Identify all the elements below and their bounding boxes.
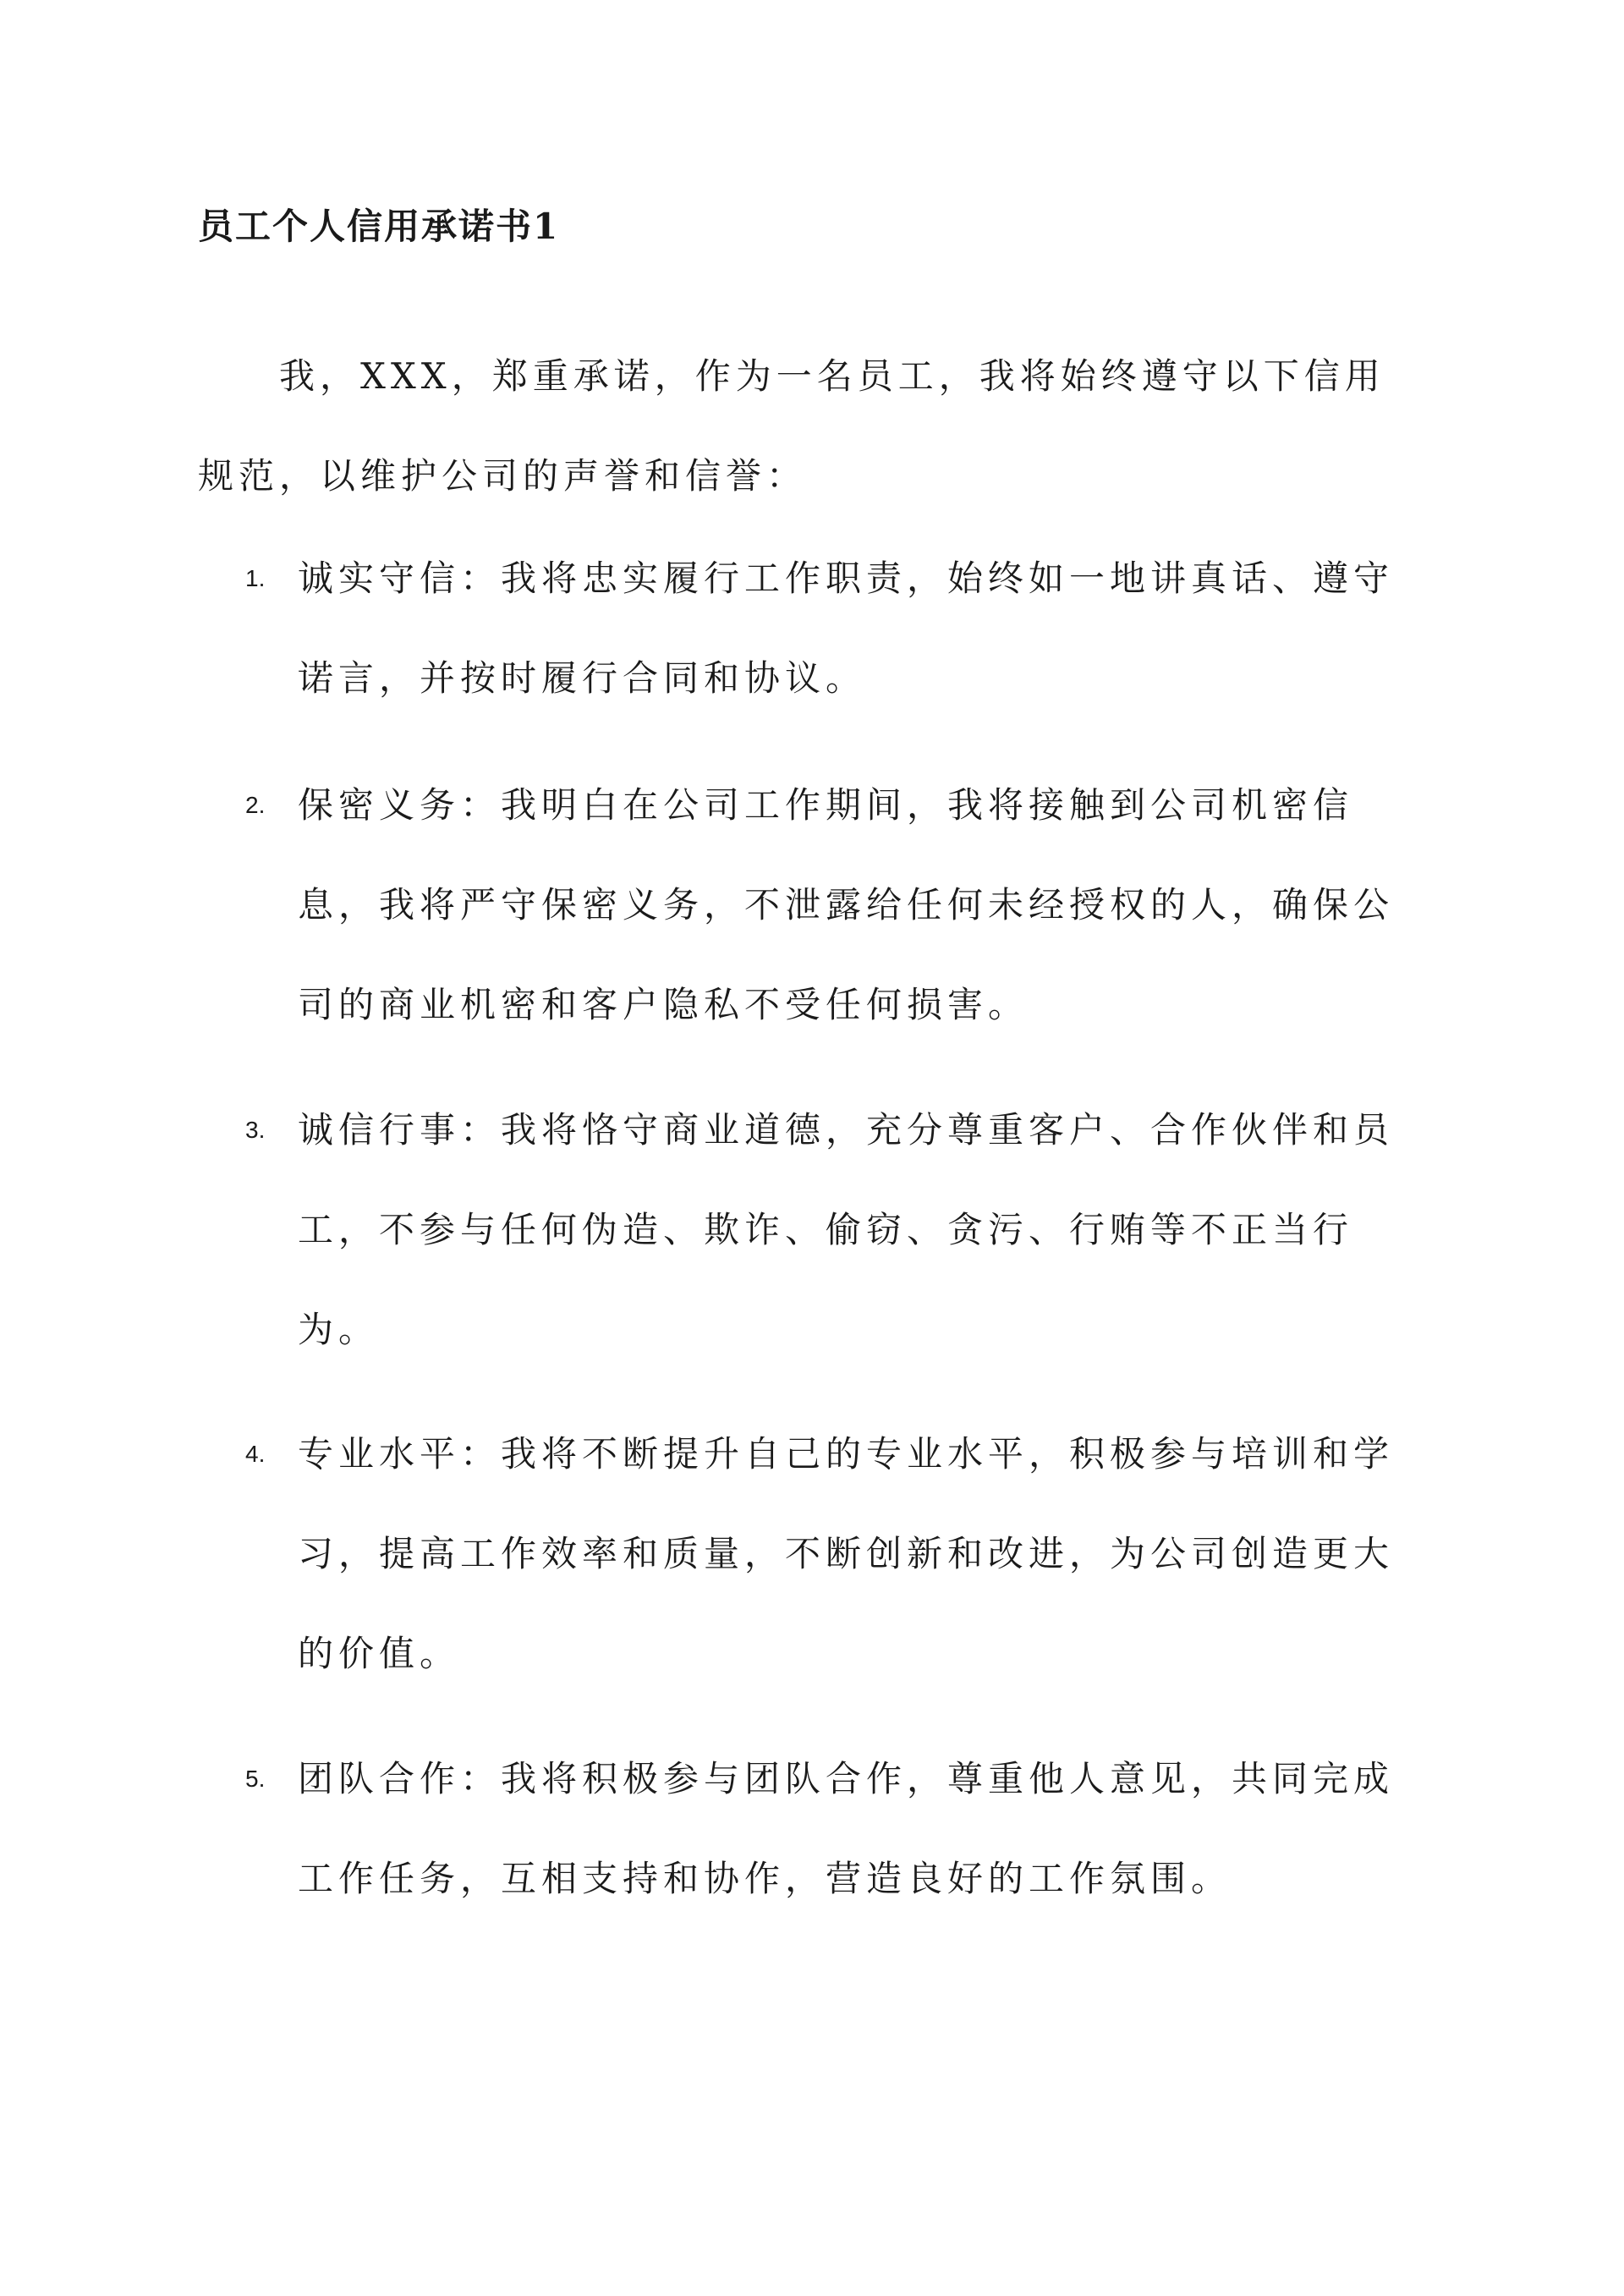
intro-paragraph: 我，XXX，郑重承诺，作为一名员工，我将始终遵守以下信用规范，以维护公司的声誉和信誉： (198, 355, 1385, 497)
list-item-number: 3. (245, 1117, 266, 1143)
list-item-text: 专业水平：我将不断提升自己的专业水平，积极参与培训和学习，提高工作效率和质量，不断创新和改进，为公司创造更大的价值。 (298, 1433, 1395, 1674)
list-item-number: 2. (245, 792, 266, 818)
list-item-text: 保密义务：我明白在公司工作期间，我将接触到公司机密信息，我将严守保密义务，不泄露给任何未经授权的人，确保公司的商业机密和客户隐私不受任何损害。 (298, 784, 1395, 1025)
list-item-number: 1. (245, 565, 266, 591)
list-item-text: 诚信行事：我将恪守商业道德，充分尊重客户、合作伙伴和员工，不参与任何伪造、欺诈、偷窃、贪污、行贿等不正当行为。 (298, 1109, 1395, 1350)
list-item-number: 5. (245, 1766, 266, 1792)
list-item-number: 4. (245, 1441, 266, 1467)
document-title: 员工个人信用承诺书1 (198, 206, 560, 247)
list-item-text: 诚实守信：我将忠实履行工作职责，始终如一地讲真话、遵守诺言，并按时履行合同和协议。 (298, 558, 1395, 699)
list-item-text: 团队合作：我将积极参与团队合作，尊重他人意见，共同完成工作任务，互相支持和协作，营造良好的工作氛围。 (298, 1758, 1395, 1899)
